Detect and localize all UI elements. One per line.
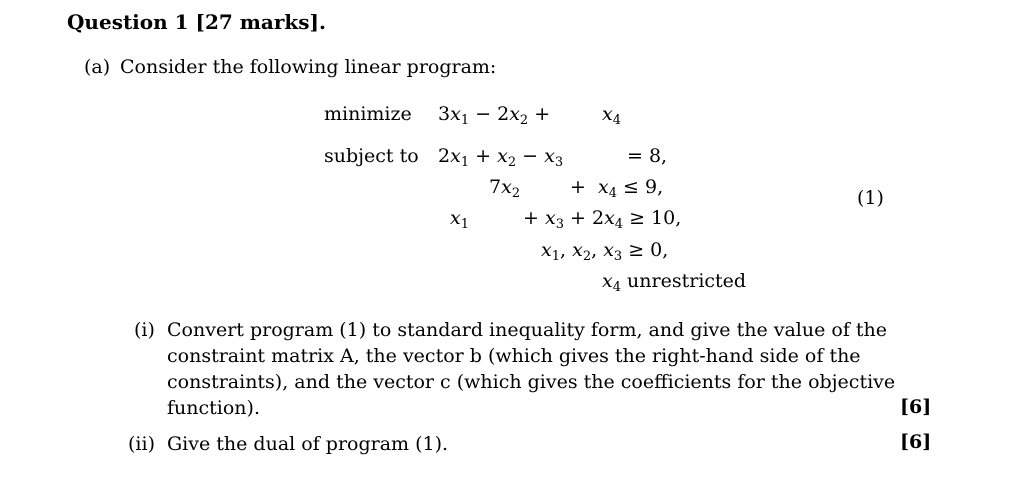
equation-number: (1) [857, 187, 884, 209]
item-i-text [167, 317, 897, 421]
lp-objective: $3x_1 - 2x_2$ + [438, 103, 551, 128]
part-a-text: Consider the following linear program: [120, 56, 497, 78]
item-i-label: (i) [134, 319, 155, 341]
lp-constraint-2: $7x_2$ [489, 176, 521, 201]
item-ii-label: (ii) [128, 433, 155, 455]
lp-unrestricted-label: unrestricted [627, 270, 747, 292]
lp-constraint-2-rhs: + $x_4 \le 9$, [570, 176, 664, 201]
item-i-marks: [6] [900, 396, 932, 418]
lp-constraint-3: + $x_3 + 2x_4 \ge 10$, [523, 207, 682, 232]
lp-constraint-1-rhs: = 8, [627, 145, 668, 167]
lp-nonnegativity: $x_1$, $x_2$, $x_3 \ge 0$, [541, 239, 669, 264]
question-title: Question 1 [27 marks]. [67, 10, 326, 34]
item-i-line-2: constraint matrix A, the vector b (which gives the right-hand side of the [167, 345, 861, 367]
item-ii [128, 431, 828, 459]
item-ii-text: Give the dual of program (1). [167, 433, 449, 455]
lp-objective-x4: $x_4$ [602, 103, 621, 128]
item-i [134, 317, 894, 427]
item-i-line-3: constraints), and the vector c (which gives the coefficients for the objective [167, 371, 896, 393]
item-ii-marks: [6] [900, 431, 932, 453]
part-a-intro [84, 56, 496, 78]
lp-constraint-3-x1: $x_1$ [450, 207, 469, 232]
lp-subject-keyword: subject to [324, 145, 419, 167]
part-a-label: (a) [84, 56, 111, 78]
lp-x4-free: $x_4$ unrestricted [602, 270, 747, 295]
item-i-line-1: Convert program (1) to standard inequality form, and give the value of the [167, 319, 888, 341]
lp-minimize-keyword: minimize [324, 103, 412, 125]
item-i-line-4: function). [167, 397, 260, 419]
lp-constraint-1: $2x_1 + x_2 - x_3$ [438, 145, 564, 170]
